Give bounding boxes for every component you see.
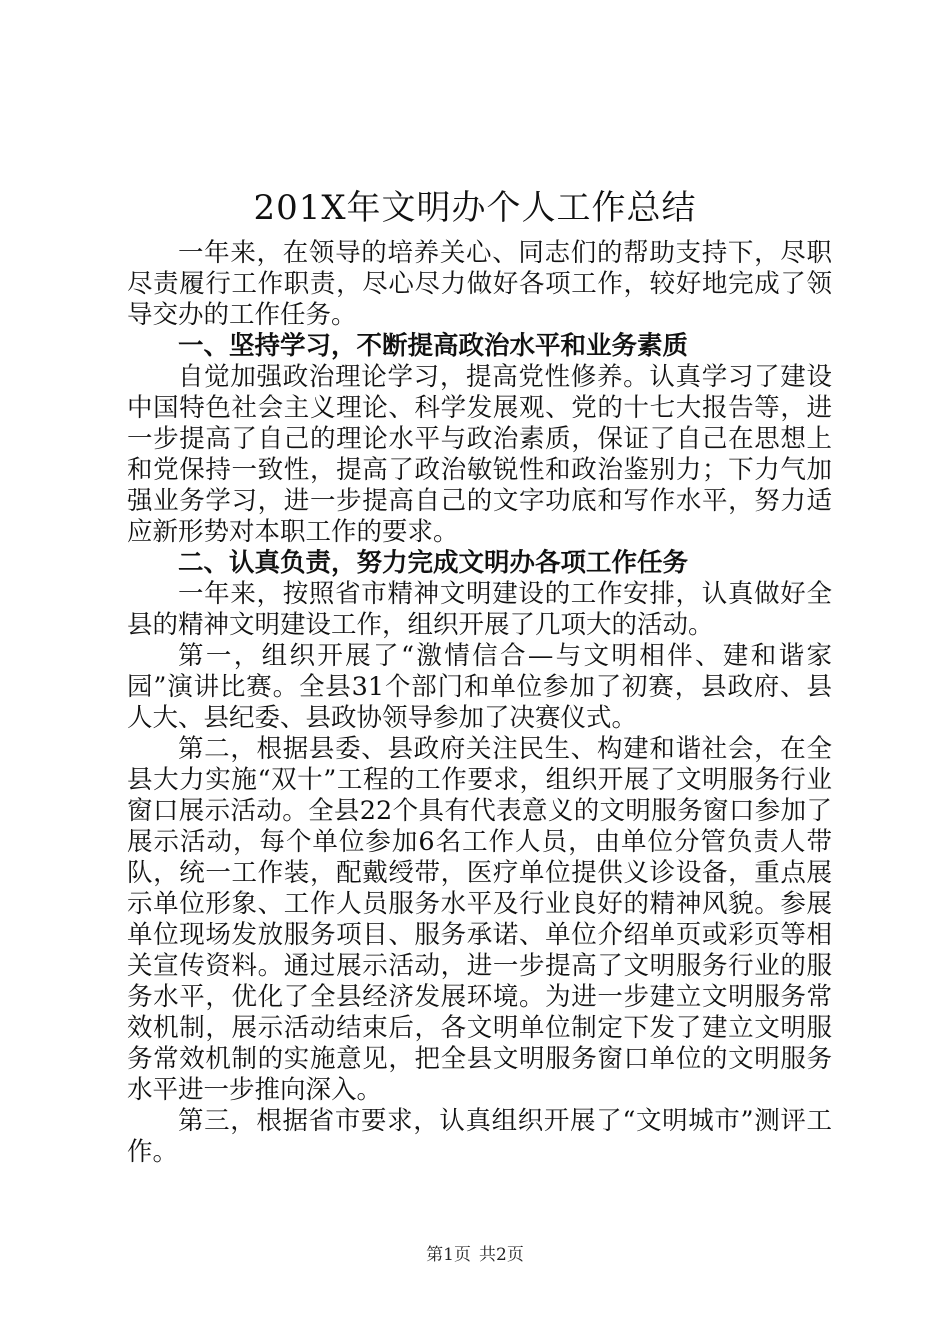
paragraph-first: 第一，组织开展了“激情信合—与文明相伴、建和谐家园”演讲比赛。全县31个部门和单位参加了初赛，县政府、县人大、县纪委、县政协领导参加了决赛仪式。 [127,641,832,733]
paragraph-third: 第三，根据省市要求，认真组织开展了“文明城市”测评工作。 [127,1106,832,1167]
page-footer [0,1244,950,1266]
paragraph-intro: 一年来，在领导的培养关心、同志们的帮助支持下，尽职尽责履行工作职责，尽心尽力做好各项工作，较好地完成了领导交办的工作任务。 [127,238,832,330]
document-body [127,238,832,1168]
section-heading-2: 二、认真负责，努力完成文明办各项工作任务 [178,548,689,578]
paragraph-activities: 一年来，按照省市精神文明建设的工作安排，认真做好全县的精神文明建设工作，组织开展了几项大的活动。 [127,579,832,640]
paragraph-study: 自觉加强政治理论学习，提高党性修养。认真学习了建设中国特色社会主义理论、科学发展观、党的十七大报告等，进一步提高了自己的理论水平与政治素质，保证了自己在思想上和党保持一致性，提高了政治敏锐性和政治鉴别力；下力气加强业务学习，进一步提高自己的文字功底和写作水平，努力适应新形势对本职工作的要求。 [127,362,832,547]
section-heading-1: 一、坚持学习，不断提高政治水平和业务素质 [178,331,689,361]
document-title: 201X年文明办个人工作总结 [253,188,697,228]
page-total: 共2页 [479,1245,524,1265]
page-number: 第1页 [426,1245,471,1265]
paragraph-second: 第二，根据县委、县政府关注民生、构建和谐社会，在全县大力实施“双十”工程的工作要求，组织开展了文明服务行业窗口展示活动。全县22个具有代表意义的文明服务窗口参加了展示活动，每个单位参加6名工作人员，由单位分管负责人带队，统一工作装，配戴绶带，医疗单位提供义诊设备，重点展示单位形象、工作人员服务水平及行业良好的精神风貌。参展单位现场发放服务项目、服务承诺、单位介绍单页或彩页等相关宣传资料。通过展示活动，进一步提高了文明服务行业的服务水平，优化了全县经济发展环境。为进一步建立文明服务常效机制，展示活动结束后，各文明单位制定下发了建立文明服务常效机制的实施意见，把全县文明服务窗口单位的文明服务水平进一步推向深入。 [127,734,832,1105]
